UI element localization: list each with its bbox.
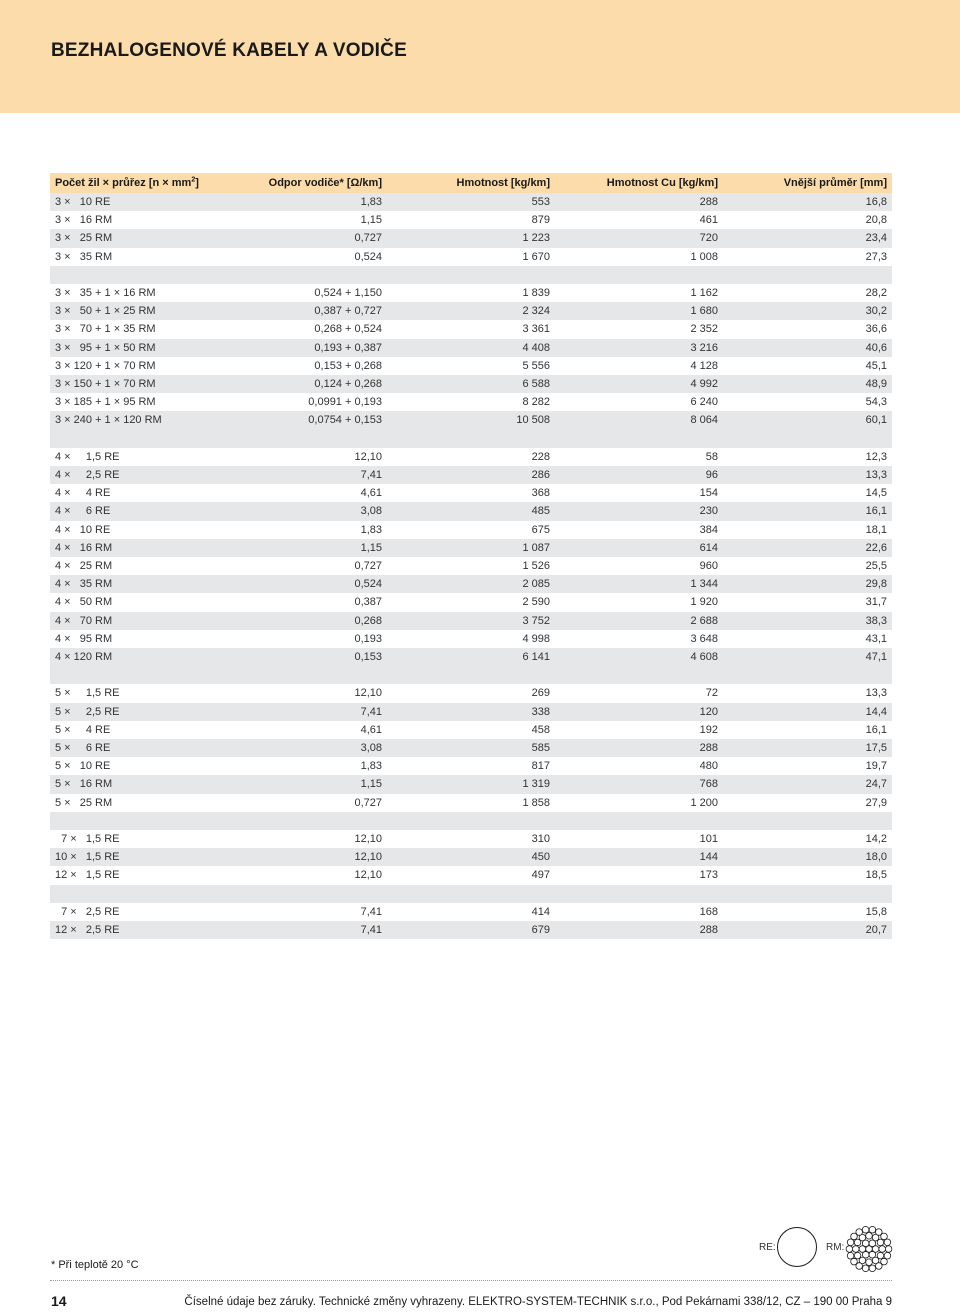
cell-weight: 2 590 (522, 596, 550, 609)
table-row (50, 921, 892, 939)
cell-cores: 3 × 150 + 1 × 70 RM (50, 375, 210, 393)
cell-weight-cu: 1 200 (690, 796, 718, 809)
cell-weight: 585 (387, 739, 555, 757)
table-header-row (50, 173, 892, 193)
cell-weight-cu: 144 (555, 848, 723, 866)
cell-diameter: 47,1 (723, 648, 892, 666)
cell-cores: 7 × 1,5 RE (55, 833, 120, 846)
strand-circle (866, 1259, 873, 1266)
cell-weight: 1 839 (522, 287, 550, 299)
table-row (50, 866, 892, 884)
table-row (50, 211, 892, 229)
cell-weight-cu: 4 608 (555, 648, 723, 666)
cell-diameter: 14,5 (865, 487, 887, 500)
cell-diameter: 29,8 (723, 575, 892, 593)
header-outer-diameter: Vnější průměr [mm] (723, 173, 892, 193)
cell-resistance: 0,268 (210, 612, 387, 630)
cell-resistance: 1,15 (360, 214, 382, 227)
cell-resistance: 0,124 + 0,268 (210, 375, 387, 393)
cell-weight: 10 508 (387, 411, 555, 429)
cell-cores: 4 × 4 RE (55, 487, 111, 500)
cell-diameter: 16,8 (723, 193, 892, 211)
cell-cores: 4 × 120 RM (50, 648, 210, 666)
cell-weight: 3 361 (522, 323, 550, 336)
cell-diameter: 24,7 (723, 775, 892, 793)
table-row (50, 721, 892, 739)
footer-divider (50, 1280, 892, 1281)
cell-resistance: 12,10 (354, 450, 382, 463)
cell-diameter: 28,2 (865, 287, 887, 299)
cell-cores: 3 × 70 + 1 × 35 RM (55, 323, 156, 336)
cell-weight-cu: 1 344 (555, 575, 723, 593)
cell-weight: 553 (387, 193, 555, 211)
cell-diameter: 54,3 (865, 396, 887, 409)
cell-cores: 5 × 16 RM (50, 775, 210, 793)
cell-weight: 4 998 (522, 632, 550, 645)
cell-diameter: 43,1 (865, 632, 887, 645)
cell-cores: 3 × 10 RE (50, 193, 210, 211)
cable-table (50, 173, 892, 939)
cell-weight-cu: 8 064 (555, 411, 723, 429)
cell-resistance: 12,10 (210, 848, 387, 866)
footnote: * Při teplotě 20 °C (51, 1259, 139, 1271)
cell-diameter: 18,5 (865, 869, 887, 882)
cell-weight-cu: 2 352 (690, 323, 718, 336)
cell-weight: 1 858 (522, 796, 550, 809)
cell-cores: 5 × 4 RE (55, 723, 111, 736)
table-row (50, 794, 892, 812)
cell-diameter: 16,1 (865, 723, 887, 736)
cell-cores: 4 × 25 RM (55, 560, 113, 573)
cell-diameter: 18,1 (865, 523, 887, 536)
header-weight-cu: Hmotnost Cu [kg/km] (555, 173, 723, 193)
group-spacer-row (50, 812, 892, 830)
table-row (50, 903, 892, 921)
cell-weight: 1 526 (522, 560, 550, 573)
cell-resistance: 0,727 (354, 560, 382, 573)
strand-circle (877, 1239, 884, 1246)
table-row (50, 193, 892, 211)
legend-rm-label: RM: (826, 1242, 845, 1253)
cell-resistance: 0,193 + 0,387 (210, 339, 387, 357)
table-row (50, 703, 892, 721)
cell-weight-cu: 4 128 (690, 359, 718, 372)
cell-diameter: 15,8 (865, 905, 887, 918)
cell-weight-cu: 96 (555, 466, 723, 484)
cell-weight-cu: 192 (699, 723, 718, 736)
cell-weight-cu: 2 688 (555, 612, 723, 630)
cell-diameter: 22,6 (723, 539, 892, 557)
cell-cores: 3 × 95 + 1 × 50 RM (50, 339, 210, 357)
cell-diameter: 18,0 (723, 848, 892, 866)
cell-cores: 7 × 2,5 RE (55, 905, 120, 918)
cell-cores: 4 × 95 RM (55, 632, 113, 645)
cell-resistance: 3,08 (210, 739, 387, 757)
cell-cores: 3 × 185 + 1 × 95 RM (55, 396, 156, 409)
cell-resistance: 0,153 (210, 648, 387, 666)
cell-weight: 6 588 (387, 375, 555, 393)
strand-circle (853, 1246, 860, 1253)
cell-diameter: 38,3 (723, 612, 892, 630)
legend-re-label: RE: (759, 1242, 776, 1253)
cell-resistance: 7,41 (210, 703, 387, 721)
cell-diameter: 19,7 (865, 760, 887, 773)
cell-weight: 8 282 (522, 396, 550, 409)
cell-diameter: 14,2 (865, 833, 887, 846)
cell-cores: 3 × 120 + 1 × 70 RM (55, 359, 156, 372)
cell-weight: 450 (387, 848, 555, 866)
header-resistance: Odpor vodiče* [Ω/km] (210, 173, 387, 193)
cell-cores: 3 × 35 RM (55, 250, 113, 263)
cell-weight: 3 752 (387, 612, 555, 630)
cell-cores: 4 × 1,5 RE (55, 450, 120, 463)
table-row (50, 393, 892, 411)
cell-weight-cu: 288 (555, 739, 723, 757)
cell-weight: 338 (387, 703, 555, 721)
cell-resistance: 7,41 (360, 905, 382, 918)
table-row (50, 539, 892, 557)
cell-cores: 4 × 70 RM (50, 612, 210, 630)
cell-cores: 4 × 6 RE (50, 502, 210, 520)
strand-circle (884, 1252, 891, 1259)
cell-diameter: 23,4 (723, 229, 892, 247)
cell-weight: 1 670 (522, 250, 550, 263)
group-spacer-row (50, 666, 892, 684)
cell-resistance: 0,193 (354, 632, 382, 645)
strand-circle (881, 1233, 888, 1240)
strand-circle (856, 1229, 863, 1236)
cell-cores: 4 × 10 RE (55, 523, 111, 536)
cell-weight-cu: 1 680 (555, 302, 723, 320)
table-row (50, 466, 892, 484)
cell-resistance: 12,10 (354, 833, 382, 846)
cell-weight: 286 (387, 466, 555, 484)
cell-resistance: 4,61 (360, 723, 382, 736)
table-row (50, 684, 892, 702)
table-row (50, 284, 892, 302)
table-row (50, 830, 892, 848)
table-row (50, 502, 892, 520)
cell-weight: 5 556 (522, 359, 550, 372)
table-row (50, 575, 892, 593)
cell-weight-cu: 1 920 (690, 596, 718, 609)
cell-resistance: 0,727 (354, 796, 382, 809)
table-row (50, 739, 892, 757)
strand-circle (847, 1239, 854, 1246)
cell-weight-cu: 960 (699, 560, 718, 573)
table-row (50, 521, 892, 539)
cell-weight: 675 (531, 523, 550, 536)
table-row (50, 229, 892, 247)
cell-diameter: 31,7 (865, 596, 887, 609)
cell-cores: 5 × 10 RE (55, 760, 111, 773)
page-title: BEZHALOGENOVÉ KABELY A VODIČE (51, 40, 407, 61)
cell-resistance: 12,10 (354, 687, 382, 700)
strand-circle (854, 1252, 861, 1259)
cell-resistance: 4,61 (360, 487, 382, 500)
cell-weight-cu: 614 (555, 539, 723, 557)
cell-resistance: 0,524 (210, 575, 387, 593)
page-number: 14 (51, 1293, 67, 1309)
cell-weight: 6 141 (387, 648, 555, 666)
table-row (50, 302, 892, 320)
cell-cores: 5 × 25 RM (55, 796, 113, 809)
cell-cores: 3 × 50 + 1 × 25 RM (50, 302, 210, 320)
cell-weight-cu: 480 (699, 760, 718, 773)
cell-resistance: 1,83 (360, 523, 382, 536)
cell-resistance: 0,153 + 0,268 (314, 359, 382, 372)
cell-cores: 5 × 1,5 RE (55, 687, 120, 700)
cell-weight: 1 087 (387, 539, 555, 557)
cell-diameter: 12,3 (865, 450, 887, 463)
cell-cores: 3 × 16 RM (55, 214, 113, 227)
cell-weight-cu: 3 648 (690, 632, 718, 645)
strand-circle (846, 1246, 853, 1253)
cell-cores: 3 × 240 + 1 × 120 RM (50, 411, 210, 429)
cell-weight: 4 408 (387, 339, 555, 357)
cell-weight: 269 (531, 687, 550, 700)
table-row (50, 775, 892, 793)
cell-weight: 485 (387, 502, 555, 520)
table-row (50, 848, 892, 866)
cell-resistance: 0,0754 + 0,153 (210, 411, 387, 429)
strand-circle (876, 1263, 883, 1270)
cell-diameter: 16,1 (723, 502, 892, 520)
header-cores-cross-section: Počet žil × průřez $[n \times mm^2]$ (50, 173, 210, 193)
cell-weight-cu: 168 (699, 905, 718, 918)
header-weight: Hmotnost [kg/km] (387, 173, 555, 193)
cell-resistance: 7,41 (210, 921, 387, 939)
cell-cores: 4 × 35 RM (50, 575, 210, 593)
cell-diameter: 20,7 (723, 921, 892, 939)
strand-circle (869, 1265, 876, 1272)
cell-diameter: 13,3 (865, 687, 887, 700)
cell-cores: 4 × 2,5 RE (50, 466, 210, 484)
cell-weight-cu: 101 (699, 833, 718, 846)
strand-circle (862, 1226, 869, 1233)
cell-cores: 5 × 6 RE (50, 739, 210, 757)
table-body (50, 193, 892, 939)
cell-diameter: 20,8 (865, 214, 887, 227)
cell-weight: 1 223 (387, 229, 555, 247)
table-row (50, 593, 892, 611)
group-spacer-row (50, 266, 892, 284)
strand-circle (879, 1246, 886, 1253)
cell-weight-cu: 768 (555, 775, 723, 793)
cell-diameter: 27,9 (865, 796, 887, 809)
table-row (50, 557, 892, 575)
cell-weight-cu: 154 (699, 487, 718, 500)
stranded-conductor-icon (845, 1225, 893, 1273)
cell-weight-cu: 230 (555, 502, 723, 520)
cell-cores: 3 × 35 + 1 × 16 RM (55, 287, 156, 299)
cell-weight: 2 085 (387, 575, 555, 593)
cell-diameter: 30,2 (723, 302, 892, 320)
cell-weight: 497 (531, 869, 550, 882)
cell-diameter: 25,5 (865, 560, 887, 573)
table-row (50, 630, 892, 648)
table-row (50, 411, 892, 429)
cell-resistance: 1,83 (360, 760, 382, 773)
cell-weight: 310 (531, 833, 550, 846)
cell-weight-cu: 6 240 (690, 396, 718, 409)
cell-weight: 414 (531, 905, 550, 918)
cell-weight: 879 (531, 214, 550, 227)
strand-circle (866, 1233, 873, 1240)
cell-diameter: 36,6 (865, 323, 887, 336)
cell-diameter: 48,9 (723, 375, 892, 393)
cell-weight: 458 (531, 723, 550, 736)
cell-diameter: 60,1 (723, 411, 892, 429)
cell-resistance: 12,10 (354, 869, 382, 882)
table-row (50, 648, 892, 666)
cell-resistance: 1,83 (210, 193, 387, 211)
cell-resistance: 0,0991 + 0,193 (308, 396, 382, 409)
cell-weight-cu: 173 (699, 869, 718, 882)
cell-weight-cu: 288 (555, 921, 723, 939)
table-row (50, 339, 892, 357)
table-row (50, 357, 892, 375)
cell-cores: 12 × 2,5 RE (50, 921, 210, 939)
group-spacer-row (50, 430, 892, 448)
cell-diameter: 27,3 (865, 250, 887, 263)
cell-resistance: 0,387 (354, 596, 382, 609)
cell-weight: 817 (531, 760, 550, 773)
footer-disclaimer: Číselné údaje bez záruky. Technické změny vyhrazeny. ELEKTRO-SYSTEM-TECHNIK s.r.o., Pod Pekárnami 338/12, CZ – 190 00 Praha 9 (184, 1296, 892, 1308)
strand-circle (851, 1258, 858, 1265)
cell-diameter: 45,1 (865, 359, 887, 372)
solid-conductor-icon (776, 1226, 818, 1268)
cable-table-wrapper (50, 173, 892, 939)
cell-resistance: 0,524 + 1,150 (314, 287, 382, 299)
strand-circle (869, 1226, 876, 1233)
cell-diameter: 14,4 (723, 703, 892, 721)
cell-cores: 5 × 2,5 RE (50, 703, 210, 721)
cell-resistance: 0,268 + 0,524 (314, 323, 382, 336)
cell-weight: 679 (387, 921, 555, 939)
table-row (50, 248, 892, 266)
cell-resistance: 0,387 + 0,727 (210, 302, 387, 320)
cell-weight-cu: 72 (705, 687, 718, 700)
cell-diameter: 17,5 (723, 739, 892, 757)
table-row (50, 612, 892, 630)
strand-circle (885, 1246, 892, 1253)
table-row (50, 757, 892, 775)
table-row (50, 484, 892, 502)
cell-weight-cu: 720 (555, 229, 723, 247)
group-spacer-row (50, 885, 892, 903)
cell-resistance: 0,727 (210, 229, 387, 247)
cell-weight-cu: 4 992 (555, 375, 723, 393)
cell-weight-cu: 288 (555, 193, 723, 211)
table-row (50, 375, 892, 393)
cell-cores: 3 × 25 RM (50, 229, 210, 247)
cell-weight: 2 324 (387, 302, 555, 320)
table-row (50, 448, 892, 466)
cell-weight-cu: 1 162 (690, 287, 718, 299)
cell-weight: 228 (531, 450, 550, 463)
cell-diameter: 40,6 (723, 339, 892, 357)
cell-weight-cu: 384 (699, 523, 718, 536)
cell-weight-cu: 58 (705, 450, 718, 463)
cell-cores: 4 × 50 RM (55, 596, 113, 609)
cell-resistance: 0,524 (354, 250, 382, 263)
strand-circle (862, 1265, 869, 1272)
cell-resistance: 7,41 (210, 466, 387, 484)
cell-resistance: 1,15 (210, 539, 387, 557)
cell-weight: 1 319 (387, 775, 555, 793)
cell-diameter: 13,3 (723, 466, 892, 484)
strand-circle (847, 1252, 854, 1259)
table-row (50, 320, 892, 338)
cell-cores: 12 × 1,5 RE (55, 869, 120, 882)
cell-weight: 368 (531, 487, 550, 500)
cell-resistance: 3,08 (210, 502, 387, 520)
cell-weight-cu: 461 (699, 214, 718, 227)
cell-cores: 4 × 16 RM (50, 539, 210, 557)
cell-resistance: 1,15 (210, 775, 387, 793)
cell-cores: 10 × 1,5 RE (50, 848, 210, 866)
cell-weight-cu: 1 008 (690, 250, 718, 263)
cell-weight-cu: 3 216 (555, 339, 723, 357)
cell-weight-cu: 120 (555, 703, 723, 721)
strand-circle (884, 1239, 891, 1246)
